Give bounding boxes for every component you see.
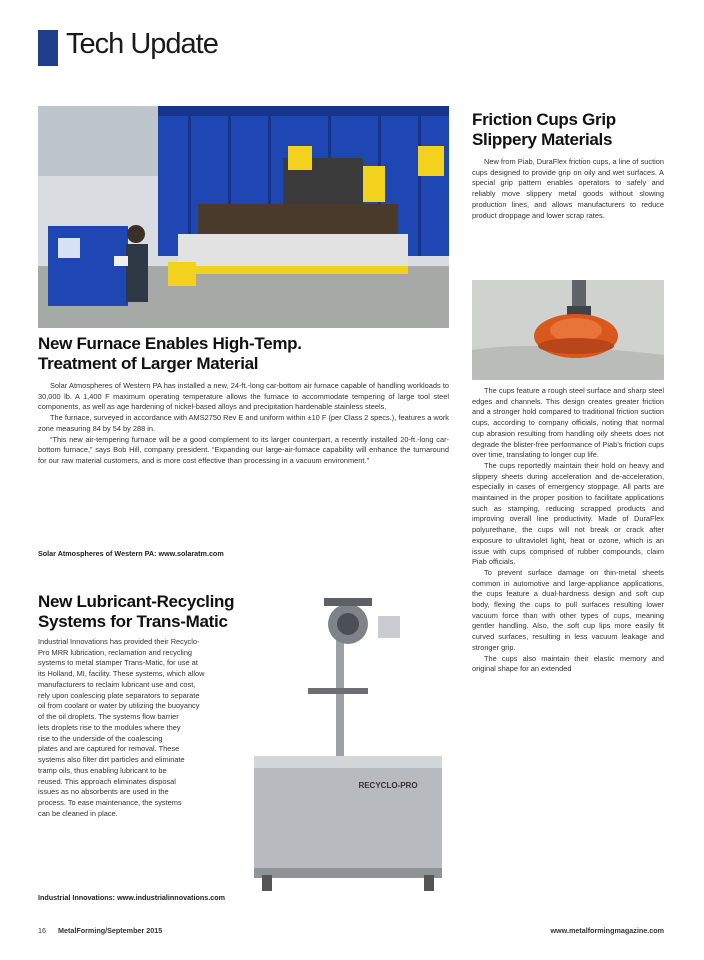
furnace-headline: New Furnace Enables High-Temp. Treatment of Larger Material [38,334,302,373]
furnace-credit: Solar Atmospheres of Western PA: www.solaratm.com [38,549,224,558]
footer-left [38,926,162,935]
recycling-machine-photo [248,590,448,910]
lubricant-line: systems also filter dirt particles and eliminate [38,755,185,765]
lubricant-line: Pro MRR lubrication, reclamation and recycling [38,647,193,657]
lubricant-line: tramp oils, thus enabling lubricant to be [38,765,167,775]
footer-url[interactable]: www.metalformingmagazine.com [550,926,664,935]
lubricant-line: systems to metal stamper Trans-Matic, for use at [38,658,198,668]
friction-cup-illustration [472,280,664,380]
lubricant-line: rely upon coalescing plate separators to separate [38,690,200,700]
lubricant-body-wide [38,637,270,723]
furnace-paragraph: “This new air-tempering furnace will be a good complement to its larger counterpart, a recently installed 20-ft.-long car-bottom furnace,” says Bob Hill, company president. “Expanding our large-air-furnace capability will enhance the turnaround for our raw material customers, and is more cost effective than processing in a vacuum environment.” [38,434,449,465]
lubricant-line: process. To ease maintenance, the systems [38,797,182,807]
furnace-photo [38,106,449,328]
lubricant-line: rise to the underside of the coalescing [38,733,163,743]
furnace-paragraph: Solar Atmospheres of Western PA has installed a new, 24-ft.-long car-bottom air furnace capable of handling workloads to 30,000 lb. A 1,400 F maximum operating temperature allows the furnace to accommodate tempering of large tool steel components, as well as age hardening of nickel-based alloys and precipitation hardenable stainless steels. [38,381,449,412]
friction-paragraph: To prevent surface damage on thin-metal sheets common in automotive and large-appliance applications, the cups feature a dual-hardness design and soft cup body, flexing the cups to pull surfaces resulting lower vacuum force than with other types of cups, meaning gentler handling. Also, the soft cup lips more easily fit curved surfaces, resulting in less vacuum leakage and stronger grip. [472,567,664,652]
lubricant-body-narrow [38,723,243,819]
friction-paragraph: The cups reportedly maintain their hold on heavy and slippery sheets during acceleration and de-acceleration, especially in cases of emergency stoppage. All parts are maintained in the proper position to facilitate applications such as stamping, reducing scrapped products and improving overall line productivity. Made of DuraFlex polyurethane, the cups will not break or crack after exposure to ultraviolet light, heat or ozone, which is an issue with cups comprised of rubber compounds, claim Piab officials. [472,460,664,567]
lubricant-line: its Holland, MI, facility. These systems, which allow [38,669,205,679]
friction-intro: New from Piab, DuraFlex friction cups, a line of suction cups designed to provide grip on oily and wet surfaces. A special grip pattern enables operators to safely and reliably move slippery metal goods without slowing production lines, and allows manufacturers to reduce product droppage and lower scrap rates. [472,157,664,220]
section-title: Tech Update [66,28,218,60]
lubricant-line: reused. This approach eliminates disposal [38,776,176,786]
lubricant-line: manufacturers to reclaim lubricant use and cost, [38,679,196,689]
furnace-illustration [38,106,449,328]
page-number: 16 [38,926,46,935]
lubricant-line: can be cleaned in place. [38,808,118,818]
machine-label: RECYCLO-PRO [358,781,418,790]
friction-cup-photo [472,280,664,380]
header-accent-bar [38,30,58,66]
magazine-issue: MetalForming/September 2015 [57,926,163,935]
friction-body [472,386,664,675]
furnace-body [38,381,449,467]
lubricant-line: of the oil droplets. The systems flow barrier [38,711,179,721]
furnace-paragraph: The furnace, surveyed in accordance with AMS2750 Rev E and uniform within ±10 F (per Class 2 specs.), features a work zone measuring 84 by 54 by 288 in. [38,413,449,433]
friction-paragraph: The cups feature a rough steel surface and sharp steel edges and channels. This design creates greater friction and a stronger hold compared to traditional friction suction cups, according to company officials, noting that normal cup abrasion resulting from handling oily sheets does not degrade the blister-free performance of Piab’s friction cups over time, translating to longer cup life. [472,386,664,460]
friction-paragraph: The cups also maintain their elastic memory and original shape for an extended [472,653,664,674]
section-header [38,30,238,70]
friction-headline: Friction Cups Grip Slippery Materials [472,110,616,149]
lubricant-headline: New Lubricant-Recycling Systems for Trans-Matic [38,592,235,631]
lubricant-line: plates and are captured for removal. These [38,744,180,754]
lubricant-line: oil from coolant or water by utilizing the buoyancy [38,701,200,711]
lubricant-line: issues as no absorbents are used in the [38,787,169,797]
lubricant-line: lets droplets rise to the modules where they [38,723,181,732]
lubricant-credit: Industrial Innovations: www.industrialinnovations.com [38,893,226,902]
lubricant-line: Industrial Innovations has provided their Recyclo- [38,637,200,646]
recycling-machine-illustration [248,590,448,910]
